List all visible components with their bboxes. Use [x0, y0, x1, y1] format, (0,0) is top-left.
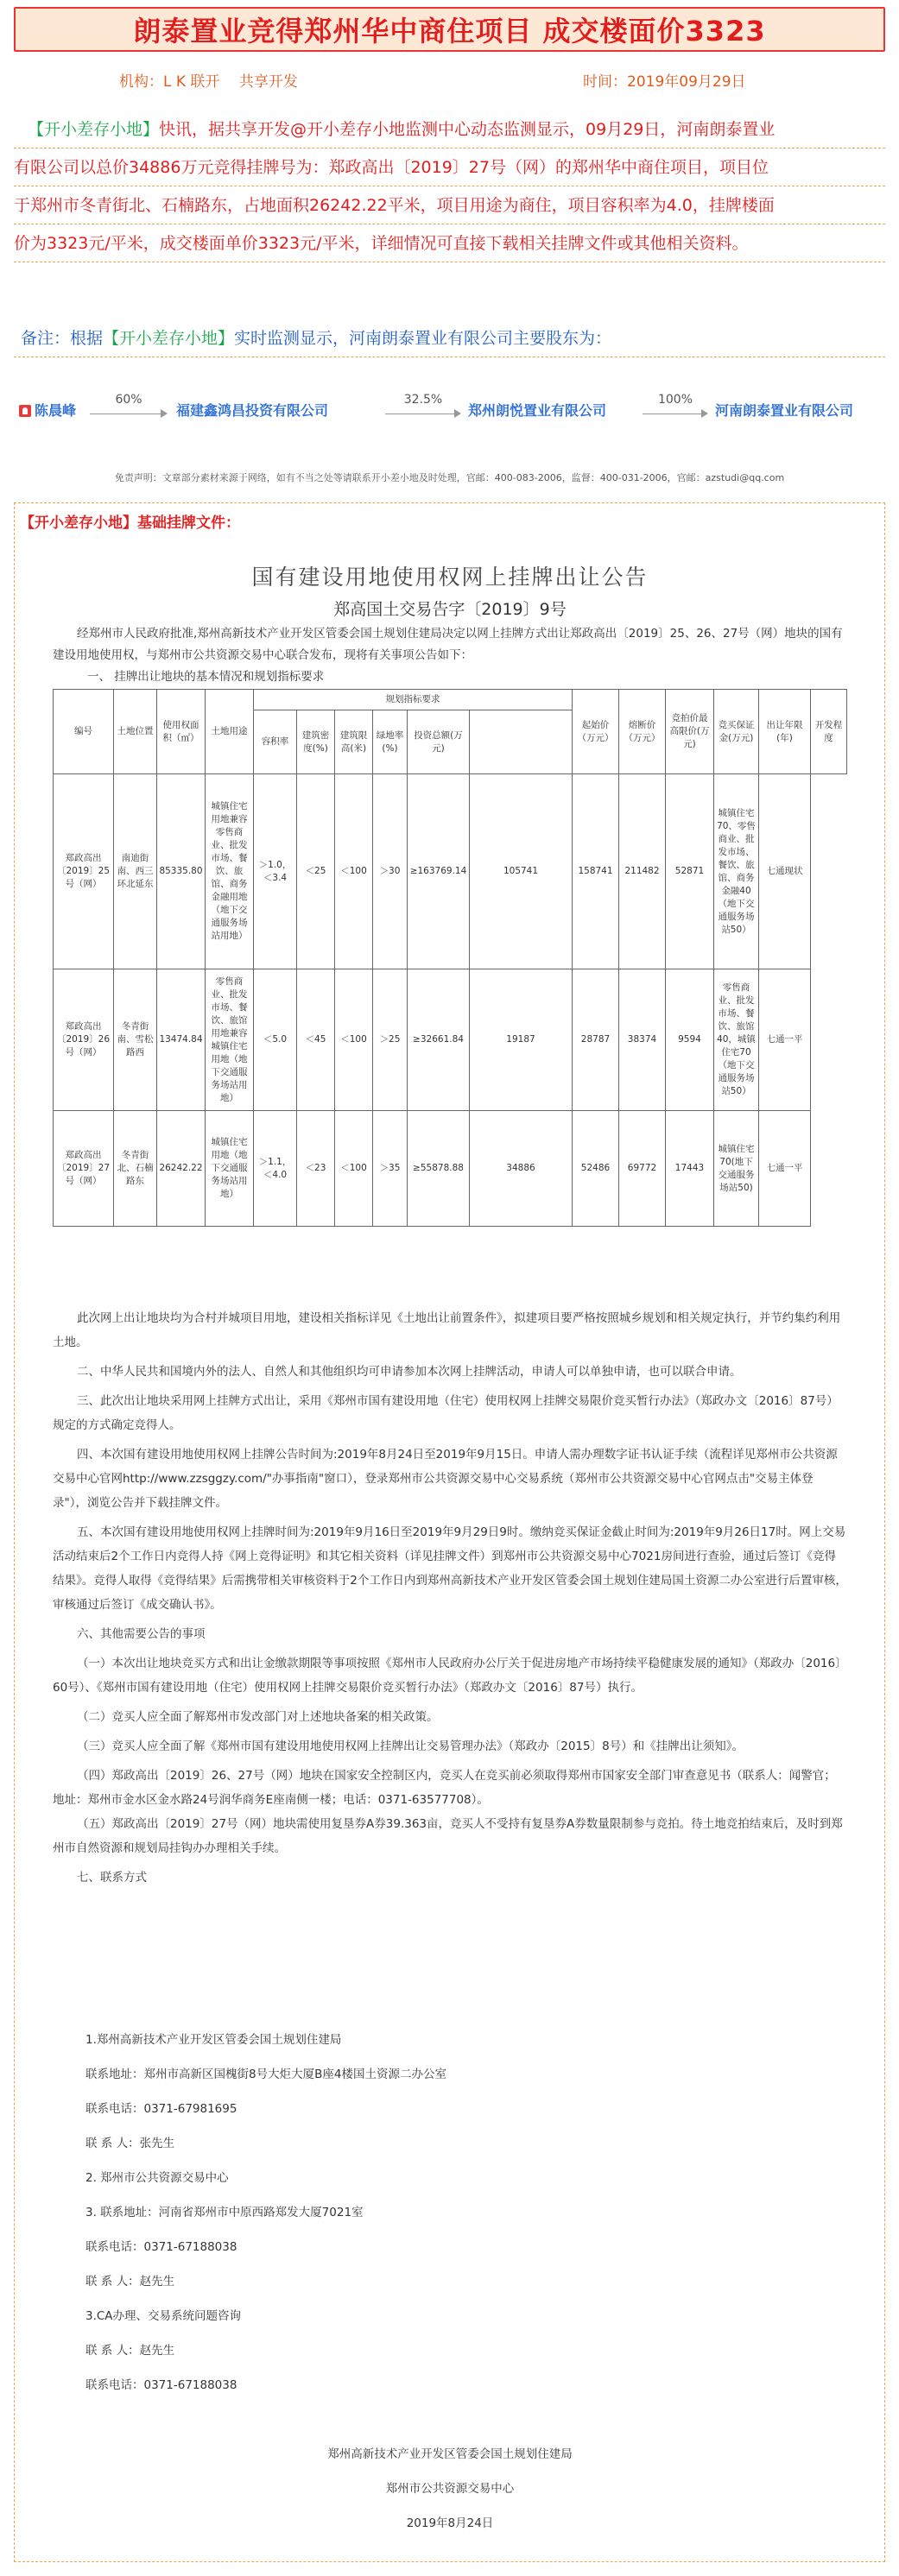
para-2: 三、此次出让地块采用网上挂牌方式出让，采用《郑州市国有建设用地（住宅）使用权网上挂牌交易限价竞买暂行办法》（郑政办文〔2016〕87号）规定的方式确定竞得人。	[53, 1394, 839, 1432]
cell: 城镇住宅用地兼容零售商业、批发市场、餐饮、旅馆、商务金融用地（地下交通服务场站用地）	[206, 774, 254, 969]
cell: 69772	[619, 1111, 666, 1227]
person-name: 陈晨峰	[35, 402, 77, 419]
land-table	[53, 689, 847, 1227]
disclaimer: 免责声明：文章部分素材来源于网络，如有不当之处等请联系开小差小地及时处理，官邮：400-083-2006，监督：400-031-2006，官邮：azstudi@qq.com	[114, 472, 785, 483]
cell: ≥32661.84	[408, 969, 470, 1111]
para-5: 六、其他需要公告的事项	[77, 1627, 206, 1641]
notice-section-1: 一、 挂牌出让地块的基本情况和规划指标要求	[87, 670, 325, 684]
shareholder-company-3[interactable]: 河南朗泰置业有限公司	[715, 402, 854, 419]
shareholder-person[interactable]	[19, 400, 76, 420]
table-row	[54, 969, 847, 1111]
contact-line: 联系电话：0371-67981695	[85, 2102, 237, 2116]
cell: ≥163769.14	[408, 774, 470, 969]
shareholder-note	[14, 319, 885, 357]
cell: 26242.22	[157, 1111, 206, 1227]
shareholder-company-2[interactable]: 郑州朗悦置业有限公司	[468, 402, 607, 419]
col-header: 竞买保证金(万元)	[714, 690, 759, 774]
signature-block	[53, 2437, 847, 2541]
notice-body	[53, 1306, 847, 1890]
cell: 9594	[666, 969, 714, 1111]
cell: 34886	[470, 1111, 573, 1227]
note-tag: 【开小差存小地】	[103, 329, 235, 348]
table-row	[54, 774, 847, 969]
cell: 七通一平	[759, 969, 811, 1111]
cell: 七通现状	[759, 774, 811, 969]
col-header: 起始价（万元）	[573, 690, 619, 774]
cell: 南迪街南、西三环北延东	[114, 774, 157, 969]
col-header: 开发程度	[811, 690, 847, 774]
shareholder-chain	[19, 393, 883, 427]
contact-line: 联 系 人：赵先生	[85, 2344, 175, 2358]
lead-line-4: 价为3323元/平米，成交楼面单价3323元/平米，详细情况可直接下载相关挂牌文件或其他相关资料。	[14, 224, 885, 262]
contact-line: 2. 郑州市公共资源交易中心	[85, 2171, 229, 2185]
para-11: 七、联系方式	[77, 1871, 147, 1885]
signature-line: 郑州高新技术产业开发区管委会国土规划住建局	[327, 2447, 573, 2461]
cell: 七通一平	[759, 1111, 811, 1227]
cell: ＞1.0，＜3.4	[254, 774, 297, 969]
col-header: 熔断价（万元）	[619, 690, 666, 774]
contact-line: 联系地址：郑州市高新区国槐街8号大炬大厦B座4楼国土资源二办公室	[85, 2068, 446, 2081]
col-header: 建筑限高(米)	[335, 710, 373, 774]
col-header: 绿地率(%)	[373, 710, 408, 774]
arrow-head-icon	[161, 409, 168, 418]
col-header: 投资总额(万元)	[408, 710, 470, 774]
note-prefix: 备注：根据	[21, 329, 104, 348]
col-header: 土地位置	[114, 690, 157, 774]
contacts	[85, 2023, 845, 2402]
cell: 52871	[666, 774, 714, 969]
cell: 零售商业、批发市场、餐饮、旅馆用地兼容城镇住宅用地（地下交通服务场站用地）	[206, 969, 254, 1111]
cell: ＜5.0	[254, 969, 297, 1111]
para-8: （三）竞买人应全面了解《郑州市国有建设用地使用权网上挂牌出让交易管理办法》（郑政办〔2015〕8号）和《挂牌出让须知》。	[77, 1739, 744, 1753]
shareholder-company-1[interactable]: 福建鑫鸿昌投资有限公司	[176, 402, 329, 419]
notice-subtitle: 郑高国土交易告字〔2019〕9号	[333, 600, 567, 619]
cell: 28787	[573, 969, 619, 1111]
para-6: （一）本次出让地块竞买方式和出让金缴款期限等事项按照《郑州市人民政府办公厅关于促进房地产市场持续平稳健康发展的通知》（郑政办〔2016〕60号）、《郑州市国有建设用地（住宅）使用权网上挂牌交易限价竞买暂行办法》（郑政办文〔2016〕87号）执行。	[53, 1657, 847, 1695]
cell: 零售商业、批发市场、餐饮、旅馆40，城镇住宅70（地下交通服务场站50）	[714, 969, 759, 1111]
person-icon	[19, 405, 31, 417]
document-frame	[14, 502, 885, 2562]
arrow-2	[385, 393, 461, 424]
para-7: （二）竞买人应全面了解郑州市发改部门对上述地块备案的相关政策。	[77, 1710, 439, 1724]
notice-intro: 经郑州市人民政府批准,郑州高新技术产业开发区管委会国土规划住建局决定以网上挂牌方式出让郑政高出〔2019〕25、26、27号（网）地块的国有建设用地使用权，与郑州市公共资源交易中心联合发布，现将有关事项公告如下：	[53, 627, 843, 662]
cell: ＜100	[335, 774, 373, 969]
cell: ＞25	[373, 969, 408, 1111]
cell: 城镇住宅70(地下交通服务场站50)	[714, 1111, 759, 1227]
cell: 52486	[573, 1111, 619, 1227]
table-row	[54, 1111, 847, 1227]
para-9: （四）郑政高出〔2019〕26、27号（网）地块在国家安全控制区内，竞买人在竞买前必须取得郑州市国家安全部门审查意见书（联系人：闻警官；地址：郑州市金水区金水路24号润华商务E座南侧一楼；电话：0371-63577708）。	[53, 1769, 836, 1807]
doc-section-label: 【开小差存小地】基础挂牌文件：	[20, 515, 240, 532]
cell: 冬青街北、石楠路东	[114, 1111, 157, 1227]
lead-line-2: 有限公司以总价34886万元竞得挂牌号为：郑政高出〔2019〕27号（网）的郑州华中商住项目，项目位	[14, 148, 885, 186]
cell: 105741	[470, 774, 573, 969]
cell: 17443	[666, 1111, 714, 1227]
contact-line: 1.郑州高新技术产业开发区管委会国土规划住建局	[85, 2033, 342, 2047]
contact-line: 联系电话：0371-67188038	[85, 2378, 237, 2392]
pct-2: 32.5%	[403, 393, 443, 407]
col-header: 编号	[54, 690, 114, 774]
pct-3: 100%	[657, 393, 693, 407]
col-header: 出让年限(年)	[759, 690, 811, 774]
pct-1: 60%	[115, 393, 142, 407]
contact-line: 联 系 人：张先生	[85, 2137, 175, 2150]
col-header-group: 规划指标要求	[254, 690, 573, 710]
lead-line-1b: 监测中心动态监测显示，09月29日，河南朗泰置业	[405, 120, 776, 139]
arrow-head-icon	[701, 409, 708, 418]
contact-line: 联系电话：0371-67188038	[85, 2240, 237, 2254]
signature-line: 郑州市公共资源交易中心	[385, 2482, 515, 2496]
contact-line: 3. 联系地址：河南省郑州市中原西路郑发大厦7021室	[85, 2206, 364, 2219]
arrow-3	[643, 393, 708, 424]
cell: 158741	[573, 774, 619, 969]
contact-line: 联 系 人：赵先生	[85, 2275, 175, 2289]
cell: 冬青街南、雪松路西	[114, 969, 157, 1111]
cell: ＞30	[373, 774, 408, 969]
cell: 13474.84	[157, 969, 206, 1111]
cell: 38374	[619, 969, 666, 1111]
lead-line-1a: 快讯，据共享开发@开小差存小地	[159, 120, 406, 139]
publish-time: 时间：2019年09月29日	[583, 73, 746, 91]
col-header: 使用权面积（㎡）	[157, 690, 206, 774]
lead-line-3: 于郑州市冬青街北、石楠路东，占地面积26242.22平米，项目用途为商住，项目容积率为4.0，挂牌楼面	[14, 186, 885, 224]
page-title: 朗泰置业竞得郑州华中商住项目 成交楼面价3323	[14, 7, 885, 52]
lead-paragraph	[14, 110, 885, 262]
agency-label: 机构：L K 联开 共享开发	[119, 73, 298, 91]
cell: ＜45	[297, 969, 335, 1111]
notice	[53, 560, 847, 1227]
note-text: 实时监测显示，河南朗泰置业有限公司主要股东为：	[234, 329, 612, 348]
cell: 城镇住宅用地（地下交通服务场站用地）	[206, 1111, 254, 1227]
contact-line: 3.CA办理、交易系统问题咨询	[85, 2309, 242, 2323]
cell: ＞1.1，＜4.0	[254, 1111, 297, 1227]
col-header: 容积率	[254, 710, 297, 774]
cell: 211482	[619, 774, 666, 969]
cell: ＜25	[297, 774, 335, 969]
cell: 19187	[470, 969, 573, 1111]
lead-line-1	[14, 110, 885, 148]
signature-date: 2019年8月24日	[406, 2516, 494, 2530]
meta-bar	[14, 66, 885, 92]
para-1: 二、中华人民共和国境内外的法人、自然人和其他组织均可申请参加本次网上挂牌活动，申请人可以单独申请，也可以联合申请。	[77, 1365, 742, 1379]
cell: 85335.80	[157, 774, 206, 969]
col-header: 土地用途	[206, 690, 254, 774]
para-0: 此次网上出让地块均为合村并城项目用地，建设相关指标详见《土地出让前置条件》，拟建项目要严格按照城乡规划和相关规定执行，并节约集约利用土地。	[53, 1311, 841, 1349]
para-10: （五）郑政高出〔2019〕27号（网）地块需使用复垦券A券39.363亩，竞买人不受持有复垦券A券数量限制参与竞拍。待土地竞拍结束后，及时到郑州市自然资源和规划局挂钩办办理相关手续。	[53, 1817, 843, 1855]
arrow-1	[90, 393, 168, 424]
cell: 郑政高出〔2019〕27号（网）	[54, 1111, 114, 1227]
col-header: 竞拍价最高限价(万元)	[666, 690, 714, 774]
cell: ＞35	[373, 1111, 408, 1227]
cell: ＜23	[297, 1111, 335, 1227]
arrow-head-icon	[454, 409, 461, 418]
cell: 郑政高出〔2019〕26号（网）	[54, 969, 114, 1111]
cell: ＜100	[335, 969, 373, 1111]
para-4: 五、本次国有建设用地使用权网上挂牌时间为:2019年9月16日至2019年9月29日9时。缴纳竞买保证金截止时间为:2019年9月26日17时。网上交易活动结束后2个工作日内竞得人持《网上竞得证明》和其它相关资料（详见挂牌文件）到郑州市公共资源交易中心7021房间进行查验，通过后签订《竞得结果》。竞得人取得《竞得结果》后需携带相关审核资料于2个工作日内到郑州高新技术产业开发区管委会国土规划住建局国土资源二办公室进行后置审核，审核通过后签订《成交确认书》。	[53, 1525, 847, 1612]
cell: ≥55878.88	[408, 1111, 470, 1227]
para-3: 四、本次国有建设用地使用权网上挂牌公告时间为:2019年8月24日至2019年9月15日。申请人需办理数字证书认证手续（流程详见郑州市公共资源交易中心官网http://www.zzsggzy.com/"办事指南"窗口），登录郑州市公共资源交易中心交易系统（郑州市公共资源交易中心官网点击"交易主体登录"），浏览公告并下载挂牌文件。	[53, 1448, 838, 1510]
cell: 郑政高出〔2019〕25号（网）	[54, 774, 114, 969]
cell: ＜100	[335, 1111, 373, 1227]
col-header: 建筑密度(%)	[297, 710, 335, 774]
cell: 城镇住宅70、零售商业、批发市场、餐饮、旅馆、商务金融40（地下交通服务场站50）	[714, 774, 759, 969]
lead-tag: 【开小差存小地】	[28, 120, 160, 139]
notice-title: 国有建设用地使用权网上挂牌出让公告	[251, 565, 649, 590]
